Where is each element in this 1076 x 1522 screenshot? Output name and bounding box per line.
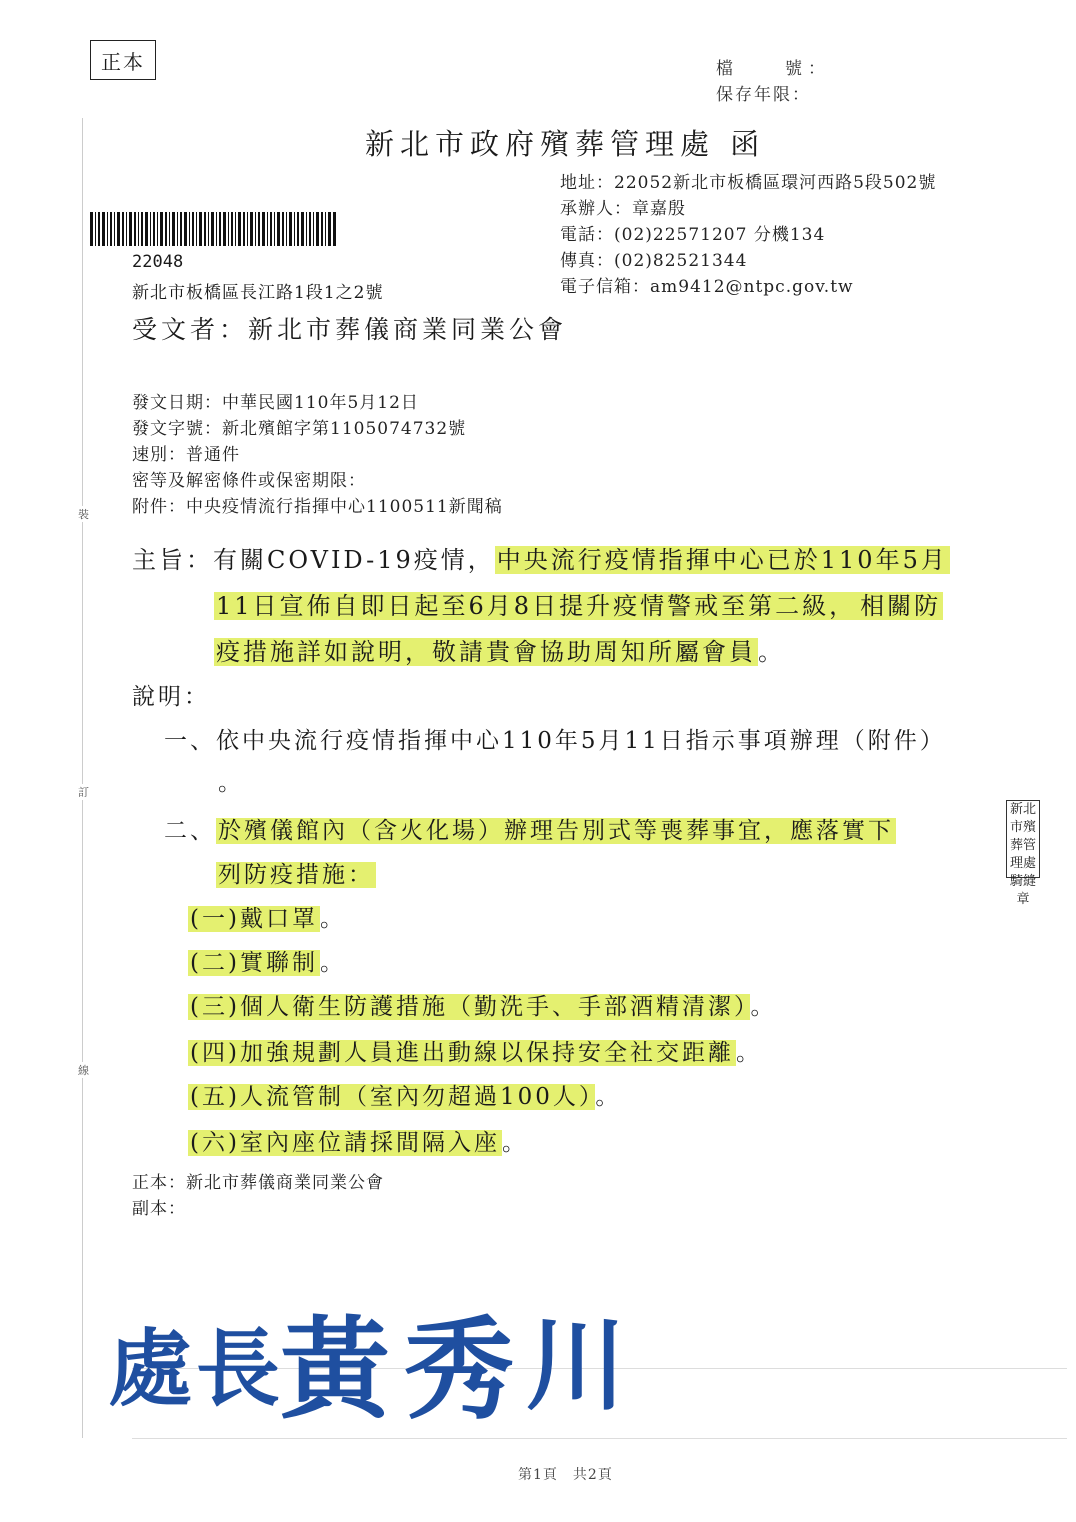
measure-2: [188, 944, 346, 977]
recipient-address: 新北市板橋區長江路1段1之2號: [132, 283, 384, 303]
measure-2-text: (二)實聯制: [190, 950, 318, 976]
measure-1: [188, 900, 346, 933]
signature-name-3: 川: [526, 1306, 626, 1424]
measure-6-end: 。: [501, 1130, 528, 1156]
seam-seal: 新北市殯葬管理處騎縫章: [1006, 800, 1040, 878]
explanation-item-1-end: 。: [218, 770, 244, 796]
measure-3-text: (三)個人衛生防護措施（勤洗手、手部酒精清潔）: [190, 994, 749, 1020]
page-number: 第1頁 共2頁: [518, 1467, 613, 1483]
copy-recipient: 副本：: [132, 1199, 186, 1219]
fax: 傳真：(02)82521344: [560, 251, 748, 271]
phone: 電話：(02)22571207 分機134: [560, 225, 826, 245]
director-signature: [108, 1290, 648, 1430]
recipient-zip: 22048: [132, 252, 184, 272]
subject-highlight-1: 中央流行疫情指揮中心已於110年5月: [496, 546, 948, 574]
subject-highlight-2: 11日宣佈自即日起至6月8日提升疫情警戒至第二級，: [216, 592, 857, 620]
measure-4-text: (四)加強規劃人員進出動線以保持安全社交距離: [190, 1040, 734, 1066]
measure-2-end: 。: [319, 950, 346, 976]
subject-highlight-3: 疫措施詳如說明，敬請貴會協助周知所屬會員: [216, 638, 756, 666]
measure-4: [188, 1034, 762, 1067]
measure-1-text: (一)戴口罩: [190, 906, 318, 932]
binding-line: [82, 118, 83, 1438]
explanation-item-2-line-2: [216, 856, 376, 889]
signature-name-2: 秀: [404, 1305, 514, 1430]
measure-5: [188, 1078, 621, 1111]
issue-number: 發文字號：新北殯館字第1105074732號: [132, 419, 467, 439]
margin-mark-line: 線: [78, 1064, 89, 1077]
explanation-item-1: 一、依中央流行疫情指揮中心110年5月11日指示事項辦理（附件）: [164, 728, 946, 754]
footer-rule-2: [132, 1438, 1067, 1439]
measure-3: [188, 988, 776, 1021]
signature-name-1: 黃: [280, 1305, 390, 1430]
measure-6-text: (六)室內座位請採間隔入座: [190, 1130, 500, 1156]
barcode: [90, 212, 336, 246]
file-number-label: 檔 號：: [716, 59, 831, 79]
measure-1-end: 。: [319, 906, 346, 932]
subject-end: 。: [758, 638, 785, 666]
subject-highlight-2b: 相關防: [860, 592, 942, 620]
explanation-label: 說明：: [132, 684, 210, 710]
document-title: 新北市政府殯葬管理處 函: [365, 127, 766, 161]
measure-4-end: 。: [735, 1040, 762, 1066]
attachment: 附件：中央疫情流行指揮中心1100511新聞稿: [132, 497, 503, 517]
item-2-highlight-1: 於殯儀館內（含火化場）辦理告別式等喪葬事宜，應落實下: [218, 818, 894, 844]
speed-class: 速別：普通件: [132, 445, 240, 465]
original-recipient: 正本：新北市葬儀商業同業公會: [132, 1173, 384, 1193]
subject-line-1: [132, 540, 950, 575]
handler: 承辦人：章嘉殷: [560, 199, 686, 219]
measure-6: [188, 1124, 528, 1157]
margin-mark-bind: 裝: [78, 508, 89, 521]
measure-3-end: 。: [750, 994, 777, 1020]
receiver: 受文者：新北市葬儀商業同業公會: [132, 315, 568, 344]
subject-line-2: [214, 586, 943, 621]
subject-line-3: [214, 632, 785, 667]
item-2-highlight-2: 列防疫措施：: [218, 862, 374, 888]
original-copy-stamp: 正本: [90, 40, 156, 80]
sender-address: 地址：22052新北市板橋區環河西路5段502號: [560, 173, 937, 193]
margin-mark-staple: 訂: [78, 786, 89, 799]
issue-date: 發文日期：中華民國110年5月12日: [132, 393, 419, 413]
security-class: 密等及解密條件或保密期限：: [132, 471, 366, 491]
subject-lead: 有關COVID-19疫情，: [213, 546, 495, 574]
email: 電子信箱：am9412@ntpc.gov.tw: [560, 277, 854, 297]
signature-title-text: 處長: [108, 1319, 285, 1418]
subject-label: 主旨：: [132, 546, 213, 574]
retention-label: 保存年限：: [716, 85, 811, 105]
measure-5-text: (五)人流管制（室內勿超過100人）: [190, 1084, 594, 1110]
measure-5-end: 。: [595, 1084, 622, 1110]
explanation-item-2-line-1: [164, 812, 896, 845]
item-2-number: 二、: [164, 818, 216, 844]
